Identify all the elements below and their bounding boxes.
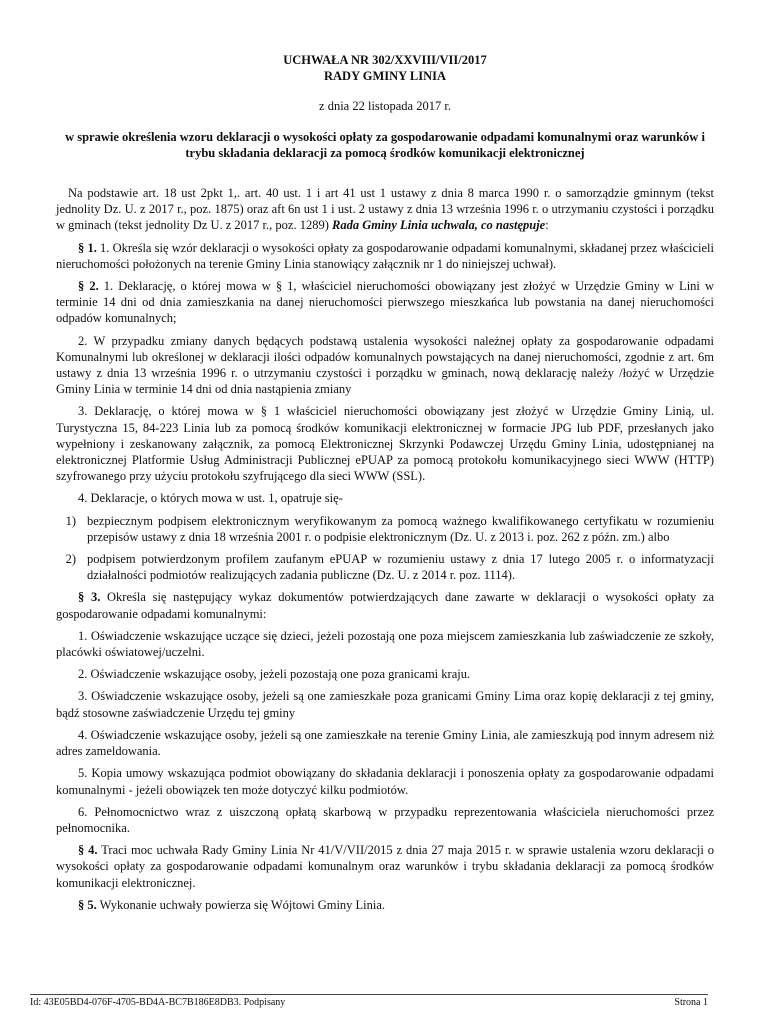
section-mark: § 3. xyxy=(78,590,101,605)
document-list-item: 5. Kopia umowy wskazująca podmiot obowiązany do składania deklaracji i ponoszenia opłaty za gospodarowanie odpadami komunalnymi - jeżeli obowiązek ten może dotyczyć kilku podmiotów. xyxy=(56,766,714,797)
section-3 xyxy=(56,589,714,621)
preamble-emphasis: Rada Gminy Linia uchwala, co następuje xyxy=(332,218,546,233)
document-list-item: 1. Oświadczenie wskazujące uczące się dzieci, jeżeli pozostają one poza miejscem zamieszkania lub zaświadczenie ze szkoły, placówki oświatowej/uczelni. xyxy=(56,628,714,660)
document-list-item: 6. Pełnomocnictwo wraz z uiszczoną opłatą skarbową w przypadku reprezentowania właściciela nieruchomości przez pełnomocnika. xyxy=(56,804,714,835)
section-text: 1. Deklarację, o której mowa w § 1, właściciel nieruchomości obowiązany jest złożyć w Urzędzie Gminy w Lini w terminie 14 dni od dnia zamieszkania na danej nieruchomości pierwszego mieszkańca lub powstania na danej nieruchomości odpadów komunalnych; xyxy=(56,279,714,326)
section-text: Traci moc uchwała Rady Gminy Linia Nr 41/V/VII/2015 z dnia 27 maja 2015 r. w sprawie ustalenia wzoru deklaracji o wysokości opłaty za gospodarowanie odpadami komunalnym oraz warunków i trybu składania deklaracji za pomocą środków komunikacji elektronicznej. xyxy=(56,843,714,890)
list-item-number: 2) xyxy=(65,552,76,567)
section-2-para-4: 4. Deklaracje, o których mowa w ust. 1, opatruje się- xyxy=(78,491,343,506)
list-item-text: podpisem potwierdzonym profilem zaufanym ePUAP w rozumieniu ustawy z dnia 17 lutego 2005 r. o informatyzacji działalności podmiotów realizujących zadania publiczne (Dz. U. z 2014 r. poz. 1114). xyxy=(87,552,714,583)
section-text: Określa się następujący wykaz dokumentów potwierdzających dane zawarte w deklaracji o wysokości opłaty za gospodarowanie odpadami komunalnymi: xyxy=(56,590,715,621)
section-4 xyxy=(56,842,714,891)
document-list-item: 3. Oświadczenie wskazujące osoby, jeżeli są one zamieszkałe poza granicami Gminy Lima oraz kopię deklaracji z tej gminy, bądź stosowne zaświadczenie Urzędu tej gminy xyxy=(56,689,714,720)
document-list-item: 2. Oświadczenie wskazujące osoby, jeżeli pozostają one poza granicami kraju. xyxy=(78,667,471,682)
document-list-item: 4. Oświadczenie wskazujące osoby, jeżeli są one zamieszkałe na terenie Gminy Linia, ale zamieszkują pod innym adresem niż adres zameldowania. xyxy=(56,727,714,759)
preamble-end: : xyxy=(545,218,549,233)
section-mark: § 5. xyxy=(78,897,97,912)
section-2-para-1 xyxy=(56,278,714,327)
section-mark: § 4. xyxy=(78,843,98,858)
section-mark: § 1. xyxy=(78,240,97,255)
list-item xyxy=(56,551,714,583)
section-5 xyxy=(56,897,714,913)
resolution-date: z dnia 22 listopada 2017 r. xyxy=(319,99,451,113)
section-text: 1. Określa się wzór deklaracji o wysokości opłaty za gospodarowanie odpadami komunalnymi, składanej przez właścicieli nieruchomości położonych na terenie Gminy Linia stanowiący załącznik nr 1 do niniejszej uchwał). xyxy=(56,240,714,271)
council-name: RADY GMINY LINIA xyxy=(324,69,446,83)
resolution-number: UCHWAŁA NR 302/XXVIII/VII/2017 xyxy=(283,53,487,67)
resolution-title xyxy=(56,52,714,84)
page-footer xyxy=(30,994,708,1008)
document-id: Id: 43E05BD4-076F-4705-BD4A-BC7B186E8DB3. Podpisany xyxy=(30,997,286,1008)
page-number: Strona 1 xyxy=(674,997,708,1008)
section-2-para-2: 2. W przypadku zmiany danych będących podstawą ustalenia wysokości należnej opłaty za gospodarowanie odpadami Komunalnymi lub określonej w deklaracji ilości odpadów komunalnych powstających na danej nieruchomości, zgodnie z art. 6m ustawy z dnia 13 września 1996 r. o utrzymaniu czystości i porządku w gminach, nową deklarację należy /łożyć w Urzędzie Gminy Linia w terminie 14 dni od dnia nastąpienia zmiany xyxy=(56,333,714,397)
document-page xyxy=(56,52,714,919)
resolution-subject: w sprawie określenia wzoru deklaracji o wysokości opłaty za gospodarowanie odpadami komunalnymi oraz warunków i trybu składania deklaracji za pomocą środków komunikacji elektronicznej xyxy=(65,130,705,160)
list-item-number: 1) xyxy=(65,513,76,528)
list-item-text: bezpiecznym podpisem elektronicznym weryfikowanym za pomocą ważnego kwalifikowanego certyfikatu w rozumieniu przepisów ustawy z dnia 18 września 2001 r. o podpisie elektronicznym (Dz. U. z 2013 i. poz. 262 z późn. zm.) albo xyxy=(87,513,714,544)
section-mark: § 2. xyxy=(78,279,99,294)
section-text: Wykonanie uchwały powierza się Wójtowi Gminy Linia. xyxy=(96,897,386,912)
list-item xyxy=(56,513,714,545)
section-1 xyxy=(56,240,714,272)
preamble xyxy=(56,185,714,234)
preamble-text: Na podstawie art. 18 ust 2pkt 1,. art. 40 ust. 1 i art 41 ust 1 ustawy z dnia 8 marca 1990 r. o samorządzie gminnym (tekst jednolity Dz. U. z 2017 r., poz. 1875) oraz aft 6n ust 1 i ust. 2 ustawy z dnia 13 września 1996 r. o utrzymaniu czystości i porządku w gminach (tekst jednolity Dz U. z 2017 r., poz. 1289) xyxy=(56,186,714,233)
section-2-para-3: 3. Deklarację, o której mowa w § 1 właściciel nieruchomości obowiązany jest złożyć w Urzędzie Gminy Linią, ul. Turystyczna 15, 84-223 Linia lub za pomocą środków komunikacji elektronicznej w formacie JPG lub PDF, przesłanych jako wypełniony i zeskanowany załącznik, za pomocą Elektronicznej Skrzynki Podawczej Urzędu Gminy Linia, udostępnianej na elektronicznej Platformie Usług Administracji Publicznej ePUAP za pomocą protokołu komunikacyjnego sieci WWW (HTTP) szyfrowanego przy użyciu protokołu szyfrującego dla sieci WWW (SSL). xyxy=(56,404,714,484)
